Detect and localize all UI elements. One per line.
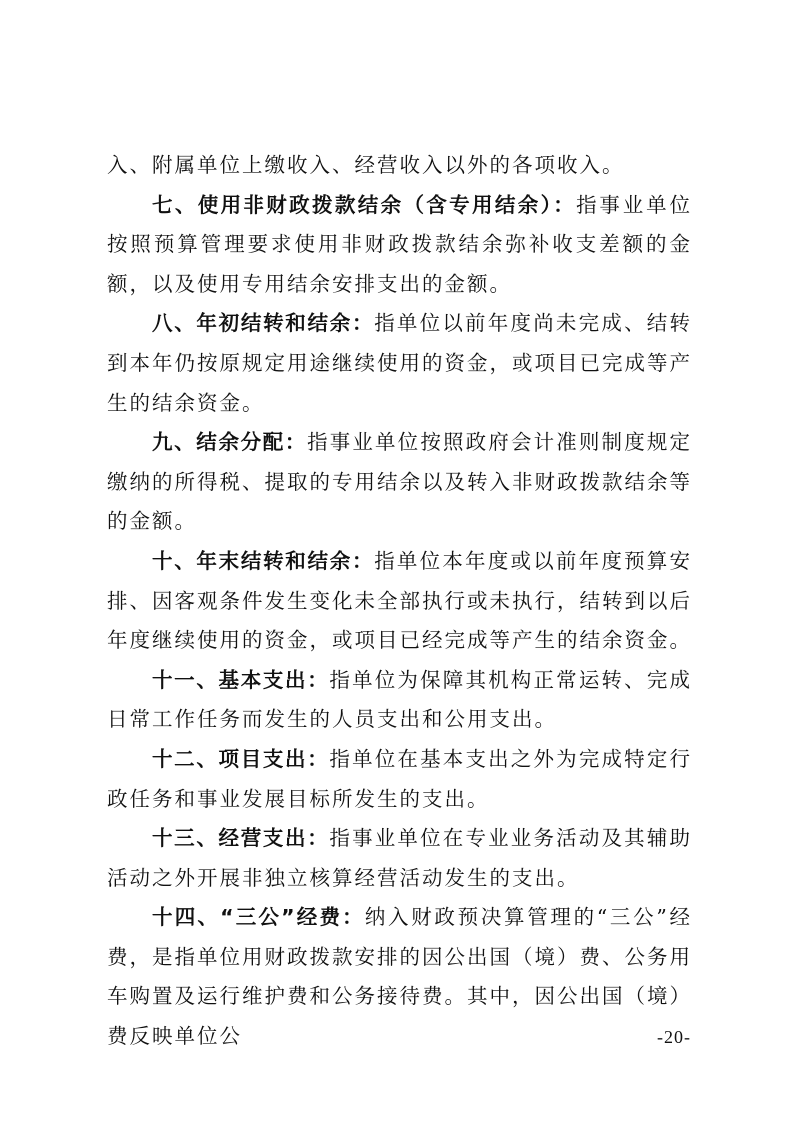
definition-term: 十三、经营支出： bbox=[152, 826, 330, 851]
definition-paragraph bbox=[107, 423, 692, 542]
definition-paragraph bbox=[107, 186, 692, 305]
definition-text: 指单位以前年度尚未完成、结转到本年仍按原规定用途继续使用的资金，或项目已完成等产生的结余资金。 bbox=[107, 311, 693, 415]
continuation-paragraph: 入、附属单位上缴收入、经营收入以外的各项收入。 bbox=[107, 153, 625, 177]
definition-term: 十一、基本支出： bbox=[152, 667, 330, 692]
definition-text: 指单位为保障其机构正常运转、完成日常工作任务而发生的人员支出和公用支出。 bbox=[107, 667, 693, 732]
definition-text: 指事业单位在专业业务活动及其辅助活动之外开展非独立核算经营活动发生的支出。 bbox=[107, 826, 693, 890]
document-body bbox=[107, 146, 692, 1057]
definition-term: 七、使用非财政拨款结余（含专用结余）： bbox=[152, 192, 577, 217]
definition-text: 纳入财政预决算管理的“三公”经费，是指单位用财政拨款安排的因公出国（境）费、公务用车购置及运行维护费和公务接待费。其中，因公出国（境）费反映单位公 bbox=[107, 905, 692, 1049]
definition-term: 十二、项目支出： bbox=[152, 746, 330, 771]
definition-term: 十、年末结转和结余： bbox=[152, 548, 375, 573]
definition-paragraph bbox=[107, 542, 692, 661]
definition-paragraph bbox=[107, 304, 692, 423]
definition-term: 八、年初结转和结余： bbox=[152, 311, 375, 336]
definition-paragraph bbox=[107, 661, 692, 740]
definition-text: 指单位在基本支出之外为完成特定行政任务和事业发展目标所发生的支出。 bbox=[107, 746, 693, 811]
definition-text: 指事业单位按照政府会计准则制度规定缴纳的所得税、提取的专用结余以及转入非财政拨款结余等的金额。 bbox=[107, 430, 693, 534]
definition-paragraph bbox=[107, 898, 692, 1056]
definition-paragraph bbox=[107, 740, 692, 819]
definition-term: 九、结余分配： bbox=[152, 430, 308, 455]
definition-text: 指事业单位按照预算管理要求使用非财政拨款结余弥补收支差额的金额，以及使用专用结余安排支出的金额。 bbox=[107, 192, 693, 296]
definition-text: 指单位本年度或以前年度预算安排、因客观条件发生变化未全部执行或未执行，结转到以后年度继续使用的资金，或项目已经完成等产生的结余资金。 bbox=[107, 548, 693, 653]
page-number: -20- bbox=[657, 1027, 691, 1047]
definition-term: 十四、“三公”经费： bbox=[152, 905, 365, 930]
definition-paragraph bbox=[107, 819, 692, 898]
